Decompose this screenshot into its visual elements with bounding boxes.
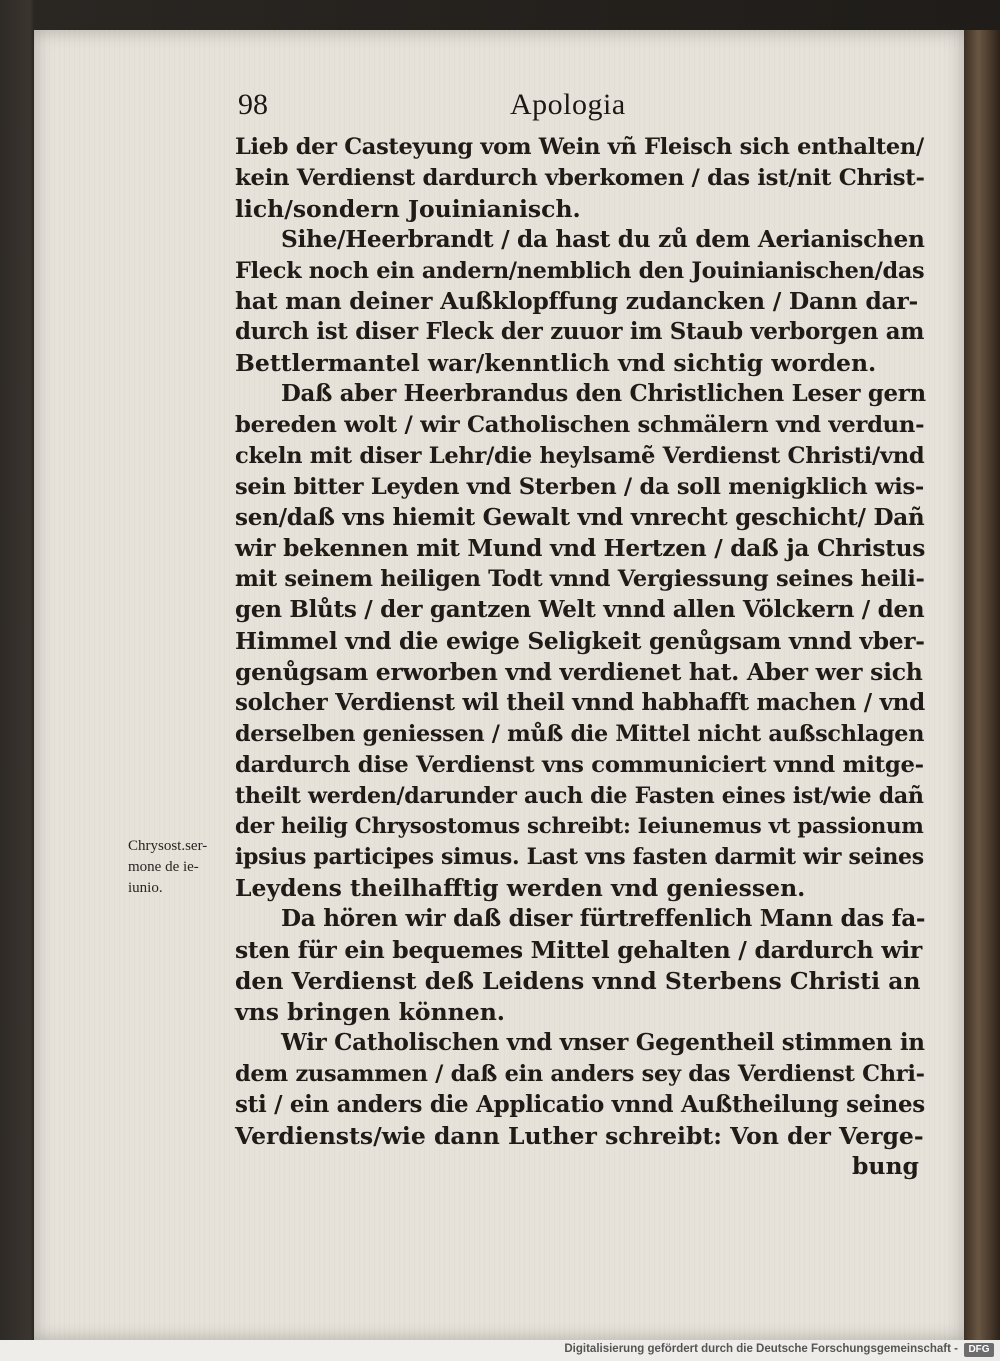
text-line: lich/sondern Jouinianisch.: [235, 194, 581, 223]
text-line: vns bringen können.: [235, 997, 505, 1026]
text-line: sen/daß vns hiemit Gewalt vnd vnrecht geschicht/ Dañ: [235, 503, 925, 531]
text-line: bung: [851, 1152, 919, 1181]
text-line: theilt werden/darunder auch die Fasten eines ist/wie dañ: [235, 782, 924, 809]
text-line: derselben geniessen / můß die Mittel nicht außschlagen: [235, 720, 925, 747]
margin-note-line: Chrysost.ser-: [128, 838, 208, 854]
text-line: Bettlermantel war/kenntlich vnd sichtig worden.: [235, 349, 877, 378]
margin-note-line: mone de ie-: [128, 859, 199, 875]
text-line: Daß aber Heerbrandus den Christlichen Leser gern: [281, 381, 926, 408]
running-title: Apologia: [510, 88, 626, 121]
text-line: wir bekennen mit Mund vnd Hertzen / daß ja Christus: [235, 534, 926, 562]
text-line: durch ist diser Fleck der zuuor im Staub verborgen am: [235, 319, 925, 346]
text-line: Da hören wir daß diser fürtreffenlich Mann das fa-: [281, 905, 926, 933]
text-line: solcher Verdienst wil theil vnnd habhafft machen / vnd: [235, 689, 925, 717]
page-number: 98: [238, 88, 268, 121]
text-line: Verdiensts/wie dann Luther schreibt: Von der Verge-: [235, 1121, 924, 1150]
text-line: Sihe/Heerbrandt / da hast du zů dem Aerianischen: [281, 225, 925, 253]
margin-note-line: iunio.: [128, 880, 163, 896]
text-line: dem zusammen / daß ein anders sey das Verdienst Chri-: [235, 1060, 925, 1087]
text-line: genůgsam erworben vnd verdienet hat. Aber wer sich: [235, 658, 923, 687]
text-line: dardurch dise Verdienst vns communiciert vnnd mitge-: [235, 751, 924, 778]
text-line: der heilig Chrysostomus schreibt: Ieiunemus vt passionum: [235, 813, 924, 839]
text-line: Himmel vnd die ewige Seligkeit genůgsam vnnd vber-: [235, 627, 925, 656]
text-line: sein bitter Leyden vnd Sterben / da soll menigklich wis-: [235, 473, 924, 500]
footer-bar: [0, 1340, 1000, 1361]
text-line: ipsius participes simus. Last vns fasten darmit wir seines: [235, 844, 924, 871]
text-line: bereden wolt / wir Catholischen schmälern vnd verdun-: [235, 412, 925, 439]
text-line: sten für ein bequemes Mittel gehalten / dardurch wir: [235, 936, 922, 965]
dfg-logo-icon: DFG: [964, 1343, 994, 1357]
page-header: [238, 88, 938, 132]
text-line: Leydens theilhafftig werden vnd geniessen.: [235, 874, 806, 903]
text-line: ckeln mit diser Lehr/die heylsamẽ Verdienst Christi/vnd: [235, 442, 925, 469]
text-line: gen Blůts / der gantzen Welt vnnd allen Völckern / den: [235, 596, 925, 624]
footer-credit: Digitalisierung gefördert durch die Deutsche Forschungsgemeinschaft -: [564, 1343, 958, 1355]
margin-note: [128, 836, 238, 899]
text-line: hat man deiner Außklopffung zudancken / Dann dar-: [235, 287, 918, 316]
text-line: sti / ein anders die Applicatio vnnd Außtheilung seines: [235, 1090, 925, 1118]
book-edge: [964, 30, 1000, 1340]
text-line: mit seinem heiligen Todt vnnd Vergiessung seines heili-: [235, 566, 925, 593]
text-line: Lieb der Casteyung vom Wein vñ Fleisch sich enthalten/: [235, 134, 924, 160]
text-line: Fleck noch ein andern/nemblich den Jouinianischen/das: [235, 257, 925, 284]
text-line: Wir Catholischen vnd vnser Gegentheil stimmen in: [281, 1028, 925, 1056]
text-line: kein Verdienst dardurch vberkomen / das ist/nit Christ-: [235, 164, 925, 191]
body-text: [235, 132, 925, 1182]
text-line: den Verdienst deß Leidens vnnd Sterbens Christi an: [235, 967, 921, 996]
